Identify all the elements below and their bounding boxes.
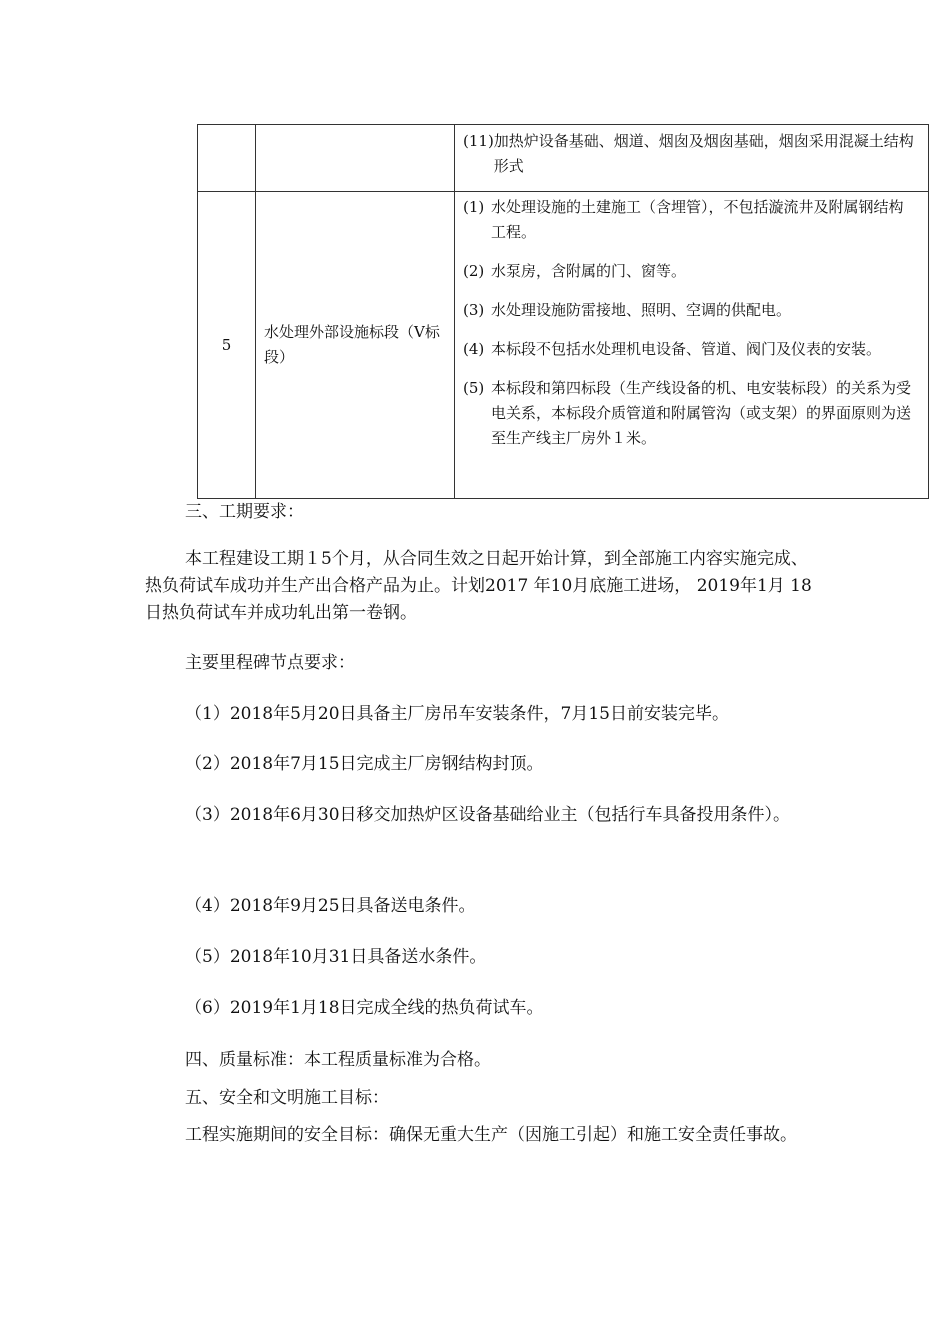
milestone-item: （6）2019年1月18日完成全线的热负荷试车。 [185, 998, 544, 1018]
list-item [463, 298, 918, 323]
row-number-cell [198, 125, 256, 192]
row-name-cell [256, 125, 455, 192]
item-number: (4) [463, 340, 485, 358]
item-number: (5) [463, 379, 485, 397]
list-item [463, 195, 918, 245]
milestone-item: （5）2018年10月31日具备送水条件。 [185, 947, 487, 967]
row-description-cell [455, 125, 929, 192]
scope-table [197, 124, 929, 499]
milestones-heading: 主要里程碑节点要求： [185, 653, 355, 673]
list-item [463, 259, 918, 284]
safety-paragraph: 工程实施期间的安全目标：确保无重大生产（因施工引起）和施工安全责任事故。 [185, 1125, 797, 1145]
milestone-item: （3）2018年6月30日移交加热炉区设备基础给业主（包括行车具备投用条件）。 [185, 805, 791, 825]
milestone-item: （1）2018年5月20日具备主厂房吊车安装条件，7月15日前安装完毕。 [185, 704, 729, 724]
item-number: (2) [463, 262, 485, 280]
row-name-cell: 水处理外部设施标段（V标段） [256, 192, 455, 499]
item-text: 水处理设施的土建施工（含埋管），不包括漩流井及附属钢结构工程。 [491, 198, 904, 241]
item-number: (1) [463, 198, 485, 216]
table-row [198, 125, 929, 192]
table-row [198, 192, 929, 499]
section-heading-schedule: 三、工期要求： [185, 502, 304, 522]
list-item [463, 337, 918, 362]
item-text: 水泵房，含附属的门、窗等。 [491, 262, 687, 280]
row-description-cell [455, 192, 929, 499]
list-item [463, 129, 918, 179]
item-number: (11) [463, 132, 494, 150]
row-number-cell: 5 [198, 192, 256, 499]
item-text: 本标段和第四标段（生产线设备的机、电安装标段）的关系为受电关系，本标段介质管道和附属管沟（或支架）的界面原则为送至生产线主厂房外１米。 [491, 379, 912, 447]
item-text: 本标段不包括水处理机电设备、管道、阀门及仪表的安装。 [491, 340, 882, 358]
section-heading-quality: 四、质量标准：本工程质量标准为合格。 [185, 1050, 491, 1070]
milestone-item: （4）2018年9月25日具备送电条件。 [185, 896, 476, 916]
milestone-item: （2）2018年7月15日完成主厂房钢结构封顶。 [185, 754, 544, 774]
item-text: 加热炉设备基础、烟道、烟囱及烟囱基础，烟囱采用混凝土结构形式 [493, 132, 914, 175]
item-text: 水处理设施防雷接地、照明、空调的供配电。 [491, 301, 792, 319]
section-heading-safety: 五、安全和文明施工目标： [185, 1088, 389, 1108]
item-number: (3) [463, 301, 485, 319]
list-item [463, 376, 918, 451]
schedule-paragraph: 本工程建设工期１5个月，从合同生效之日起开始计算，到全部施工内容实施完成、热负荷试车成功并生产出合格产品为止。计划2017 年10月底施工进场， 2019年1月 18日热负荷试车并成功轧出第一卷钢。 [145, 549, 812, 623]
